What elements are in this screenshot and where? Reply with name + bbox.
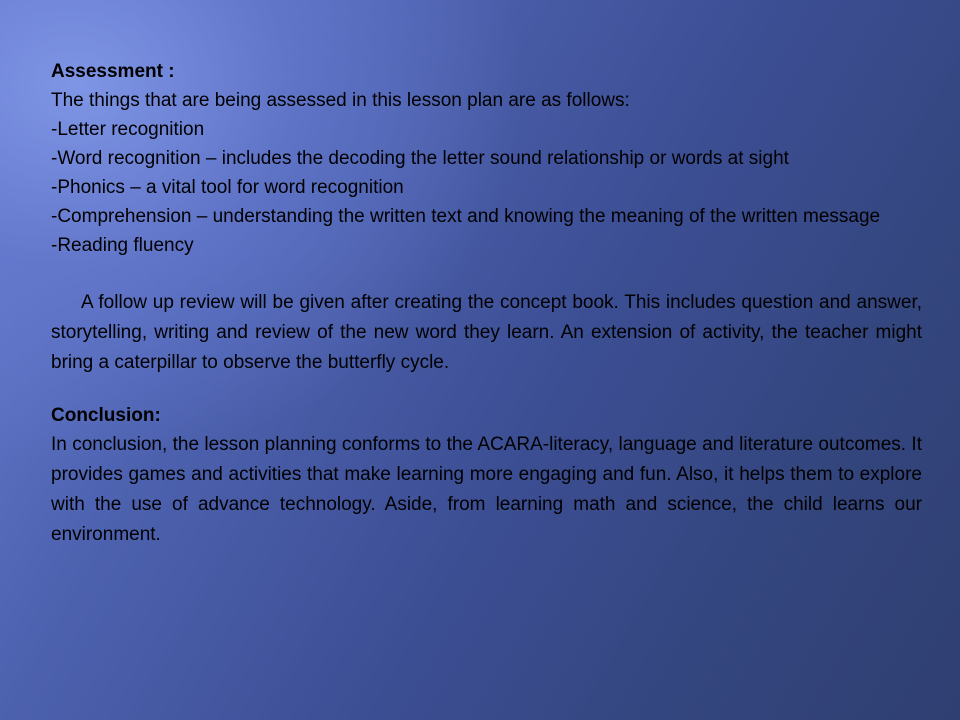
spacer xyxy=(51,260,922,288)
assessment-item-letter-recognition: -Letter recognition xyxy=(51,119,205,140)
assessment-item-word-recognition: -Word recognition – includes the decoding the letter sound relationship or words at sight xyxy=(51,148,789,169)
conclusion-heading: Conclusion: xyxy=(51,405,161,426)
conclusion-paragraph: In conclusion, the lesson planning conforms to the ACARA-literacy, language and literature outcomes. It provides games and activities that make learning more engaging and fun. Also, it helps them to explore with the use of advance technology. Aside, from learning math and science, the child learns our environment. xyxy=(51,434,922,545)
assessment-item-reading-fluency: -Reading fluency xyxy=(51,235,194,256)
review-paragraph: A follow up review will be given after creating the concept book. This includes question and answer, storytelling, writing and review of the new word they learn. An extension of activity, the teacher might bring a caterpillar to observe the butterfly cycle. xyxy=(51,292,922,373)
assessment-item-phonics: -Phonics – a vital tool for word recognition xyxy=(51,177,404,198)
assessment-item-comprehension: -Comprehension – understanding the written text and knowing the meaning of the written message xyxy=(51,206,881,227)
slide-text-content xyxy=(51,57,922,550)
assessment-heading: Assessment : xyxy=(51,61,175,82)
assessment-intro: The things that are being assessed in this lesson plan are as follows: xyxy=(51,90,630,111)
spacer xyxy=(51,378,922,401)
